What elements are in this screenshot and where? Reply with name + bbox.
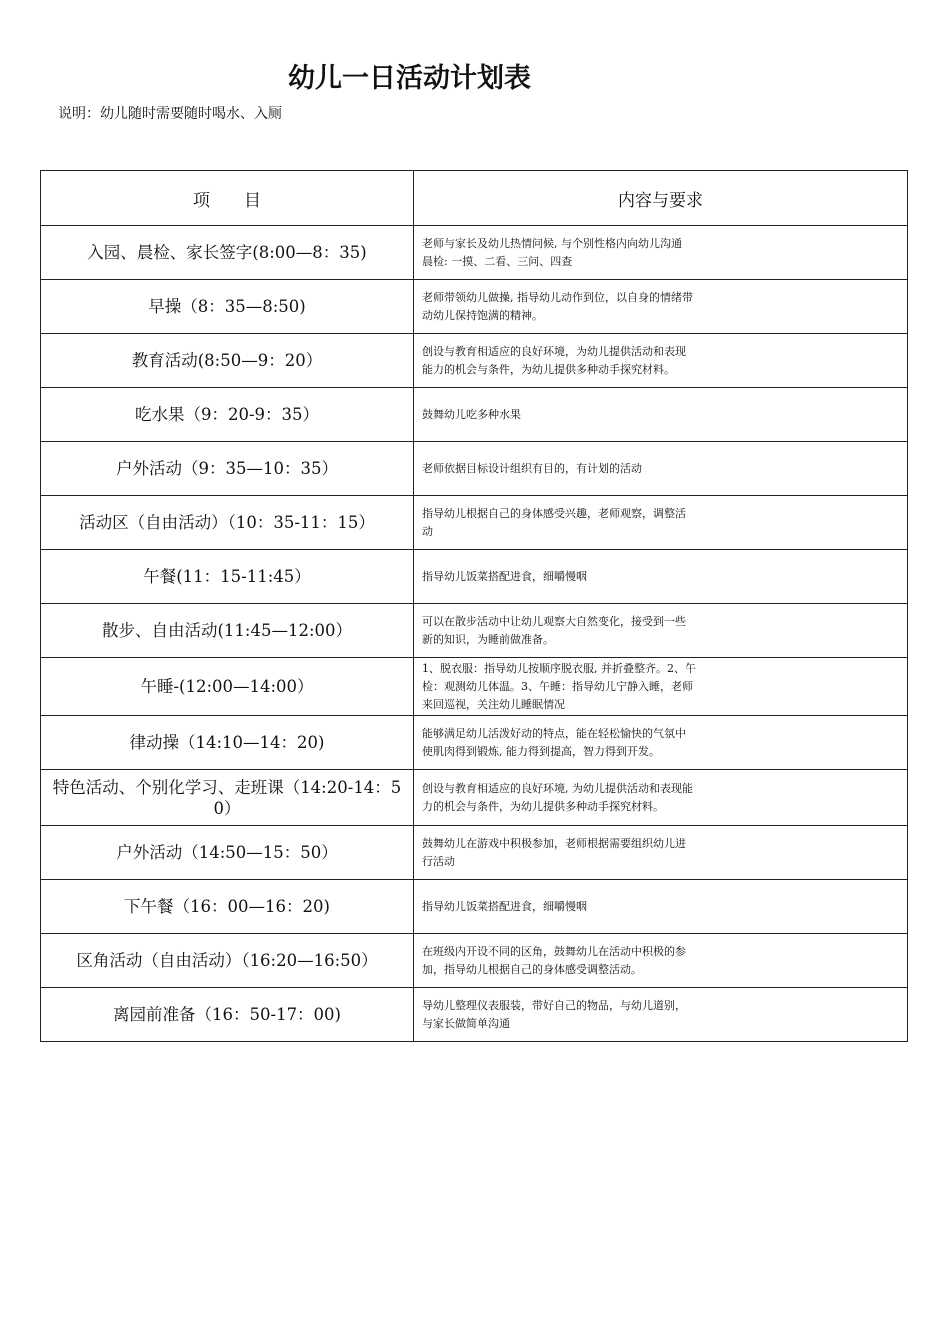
requirement-line: 加，指导幼儿根据自己的身体感受调整活动。: [422, 962, 642, 976]
requirement-line: 可以在散步活动中让幼儿观察大自然变化，接受到一些: [422, 614, 686, 628]
table-body: [41, 226, 908, 1042]
requirement-cell: [414, 770, 908, 826]
requirement-line: 能够满足幼儿活泼好动的特点，能在轻松愉快的气氛中: [422, 726, 686, 740]
requirement-line: 行活动: [422, 854, 455, 868]
requirement-cell: [414, 826, 908, 880]
table-header-row: [41, 171, 908, 226]
activity-item-cell: 户外活动（9：35—10：35）: [41, 442, 414, 496]
requirement-line: 鼓舞幼儿吃多种水果: [422, 407, 521, 421]
page-title: 幼儿一日活动计划表: [288, 63, 531, 94]
table-row: [41, 442, 908, 496]
table-row: [41, 988, 908, 1042]
activity-item-cell: 午餐(11：15-11:45）: [41, 550, 414, 604]
requirement-cell: [414, 496, 908, 550]
table-row: [41, 934, 908, 988]
table-row: [41, 334, 908, 388]
activity-item-cell: 吃水果（9：20-9：35）: [41, 388, 414, 442]
activity-item-cell: 户外活动（14:50—15：50）: [41, 826, 414, 880]
requirement-line: 1、脱衣服：指导幼儿按顺序脱衣服, 并折叠整齐。2、午: [422, 661, 696, 675]
activity-item-cell: 午睡-(12:00—14:00）: [41, 658, 414, 716]
requirement-cell: [414, 388, 908, 442]
requirement-cell: [414, 988, 908, 1042]
table-row: [41, 880, 908, 934]
table-row: [41, 658, 908, 716]
requirement-line: 来回巡视，关注幼儿睡眠情况: [422, 697, 565, 711]
table-row: [41, 770, 908, 826]
requirement-line: 老师带领幼儿做操, 指导幼儿动作到位，以自身的情绪带: [422, 290, 693, 304]
table-row: [41, 716, 908, 770]
requirement-line: 指导幼儿饭菜搭配进食，细嚼慢咽: [422, 899, 587, 913]
activity-item-cell: 区角活动（自由活动）（16:20—16:50）: [41, 934, 414, 988]
activity-item-cell: 活动区（自由活动）（10：35-11：15）: [41, 496, 414, 550]
requirement-line: 检：观测幼儿体温。3、午睡：指导幼儿宁静入睡，老师: [422, 679, 693, 693]
table-row: [41, 826, 908, 880]
table-row: [41, 280, 908, 334]
activity-item-cell: 离园前准备（16：50-17：00): [41, 988, 414, 1042]
requirement-line: 指导幼儿根据自己的身体感受兴趣，老师观察，调整活: [422, 506, 686, 520]
table-row: [41, 496, 908, 550]
requirement-line: 与家长做简单沟通: [422, 1016, 510, 1030]
requirement-line: 导幼儿整理仪表服装，带好自己的物品，与幼儿道别，: [422, 998, 686, 1012]
requirement-cell: [414, 604, 908, 658]
requirement-line: 力的机会与条件，为幼儿提供多种动手探究材料。: [422, 799, 664, 813]
requirement-cell: [414, 880, 908, 934]
requirement-line: 指导幼儿饭菜搭配进食，细嚼慢咽: [422, 569, 587, 583]
requirement-cell: [414, 550, 908, 604]
note-text: 说明：幼儿随时需要随时喝水、入厕: [58, 106, 282, 122]
activity-item-cell: 下午餐（16：00—16：20): [41, 880, 414, 934]
header-item: 项 目: [41, 171, 414, 226]
requirement-line: 动: [422, 524, 433, 538]
requirement-cell: [414, 658, 908, 716]
activity-plan-table: [40, 170, 908, 1042]
table-row: [41, 388, 908, 442]
requirement-line: 创设与教育相适应的良好环境，为幼儿提供活动和表现: [422, 344, 686, 358]
activity-item-cell: 律动操（14:10—14：20): [41, 716, 414, 770]
requirement-line: 鼓舞幼儿在游戏中积极参加，老师根据需要组织幼儿进: [422, 836, 686, 850]
requirement-line: 新的知识，为睡前做准备。: [422, 632, 554, 646]
activity-item-cell: 教育活动(8:50—9：20）: [41, 334, 414, 388]
requirement-cell: [414, 442, 908, 496]
requirement-line: 晨检: 一摸、二看、三问、四查: [422, 254, 573, 268]
requirement-cell: [414, 334, 908, 388]
activity-item-cell: 散步、自由活动(11:45—12:00）: [41, 604, 414, 658]
requirement-cell: [414, 934, 908, 988]
requirement-line: 能力的机会与条件，为幼儿提供多种动手探究材料。: [422, 362, 675, 376]
activity-item-cell: 特色活动、个别化学习、走班课（14:20-14：50）: [41, 770, 414, 826]
requirement-line: 老师依据目标设计组织有目的，有计划的活动: [422, 461, 642, 475]
activity-item-cell: 入园、晨检、家长签字(8:00—8：35): [41, 226, 414, 280]
requirement-line: 在班级内开设不同的区角，鼓舞幼儿在活动中积极的参: [422, 944, 686, 958]
table-row: [41, 550, 908, 604]
requirement-line: 使肌肉得到锻炼, 能力得到提高，智力得到开发。: [422, 744, 660, 758]
requirement-line: 创设与教育相适应的良好环境, 为幼儿提供活动和表现能: [422, 781, 693, 795]
requirement-cell: [414, 226, 908, 280]
table-row: [41, 226, 908, 280]
table-row: [41, 604, 908, 658]
requirement-line: 老师与家长及幼儿热情问候, 与个别性格内向幼儿沟通: [422, 236, 682, 250]
header-requirement: 内容与要求: [414, 171, 908, 226]
requirement-cell: [414, 280, 908, 334]
requirement-line: 动幼儿保持饱满的精神。: [422, 308, 543, 322]
requirement-cell: [414, 716, 908, 770]
activity-item-cell: 早操（8：35—8:50): [41, 280, 414, 334]
